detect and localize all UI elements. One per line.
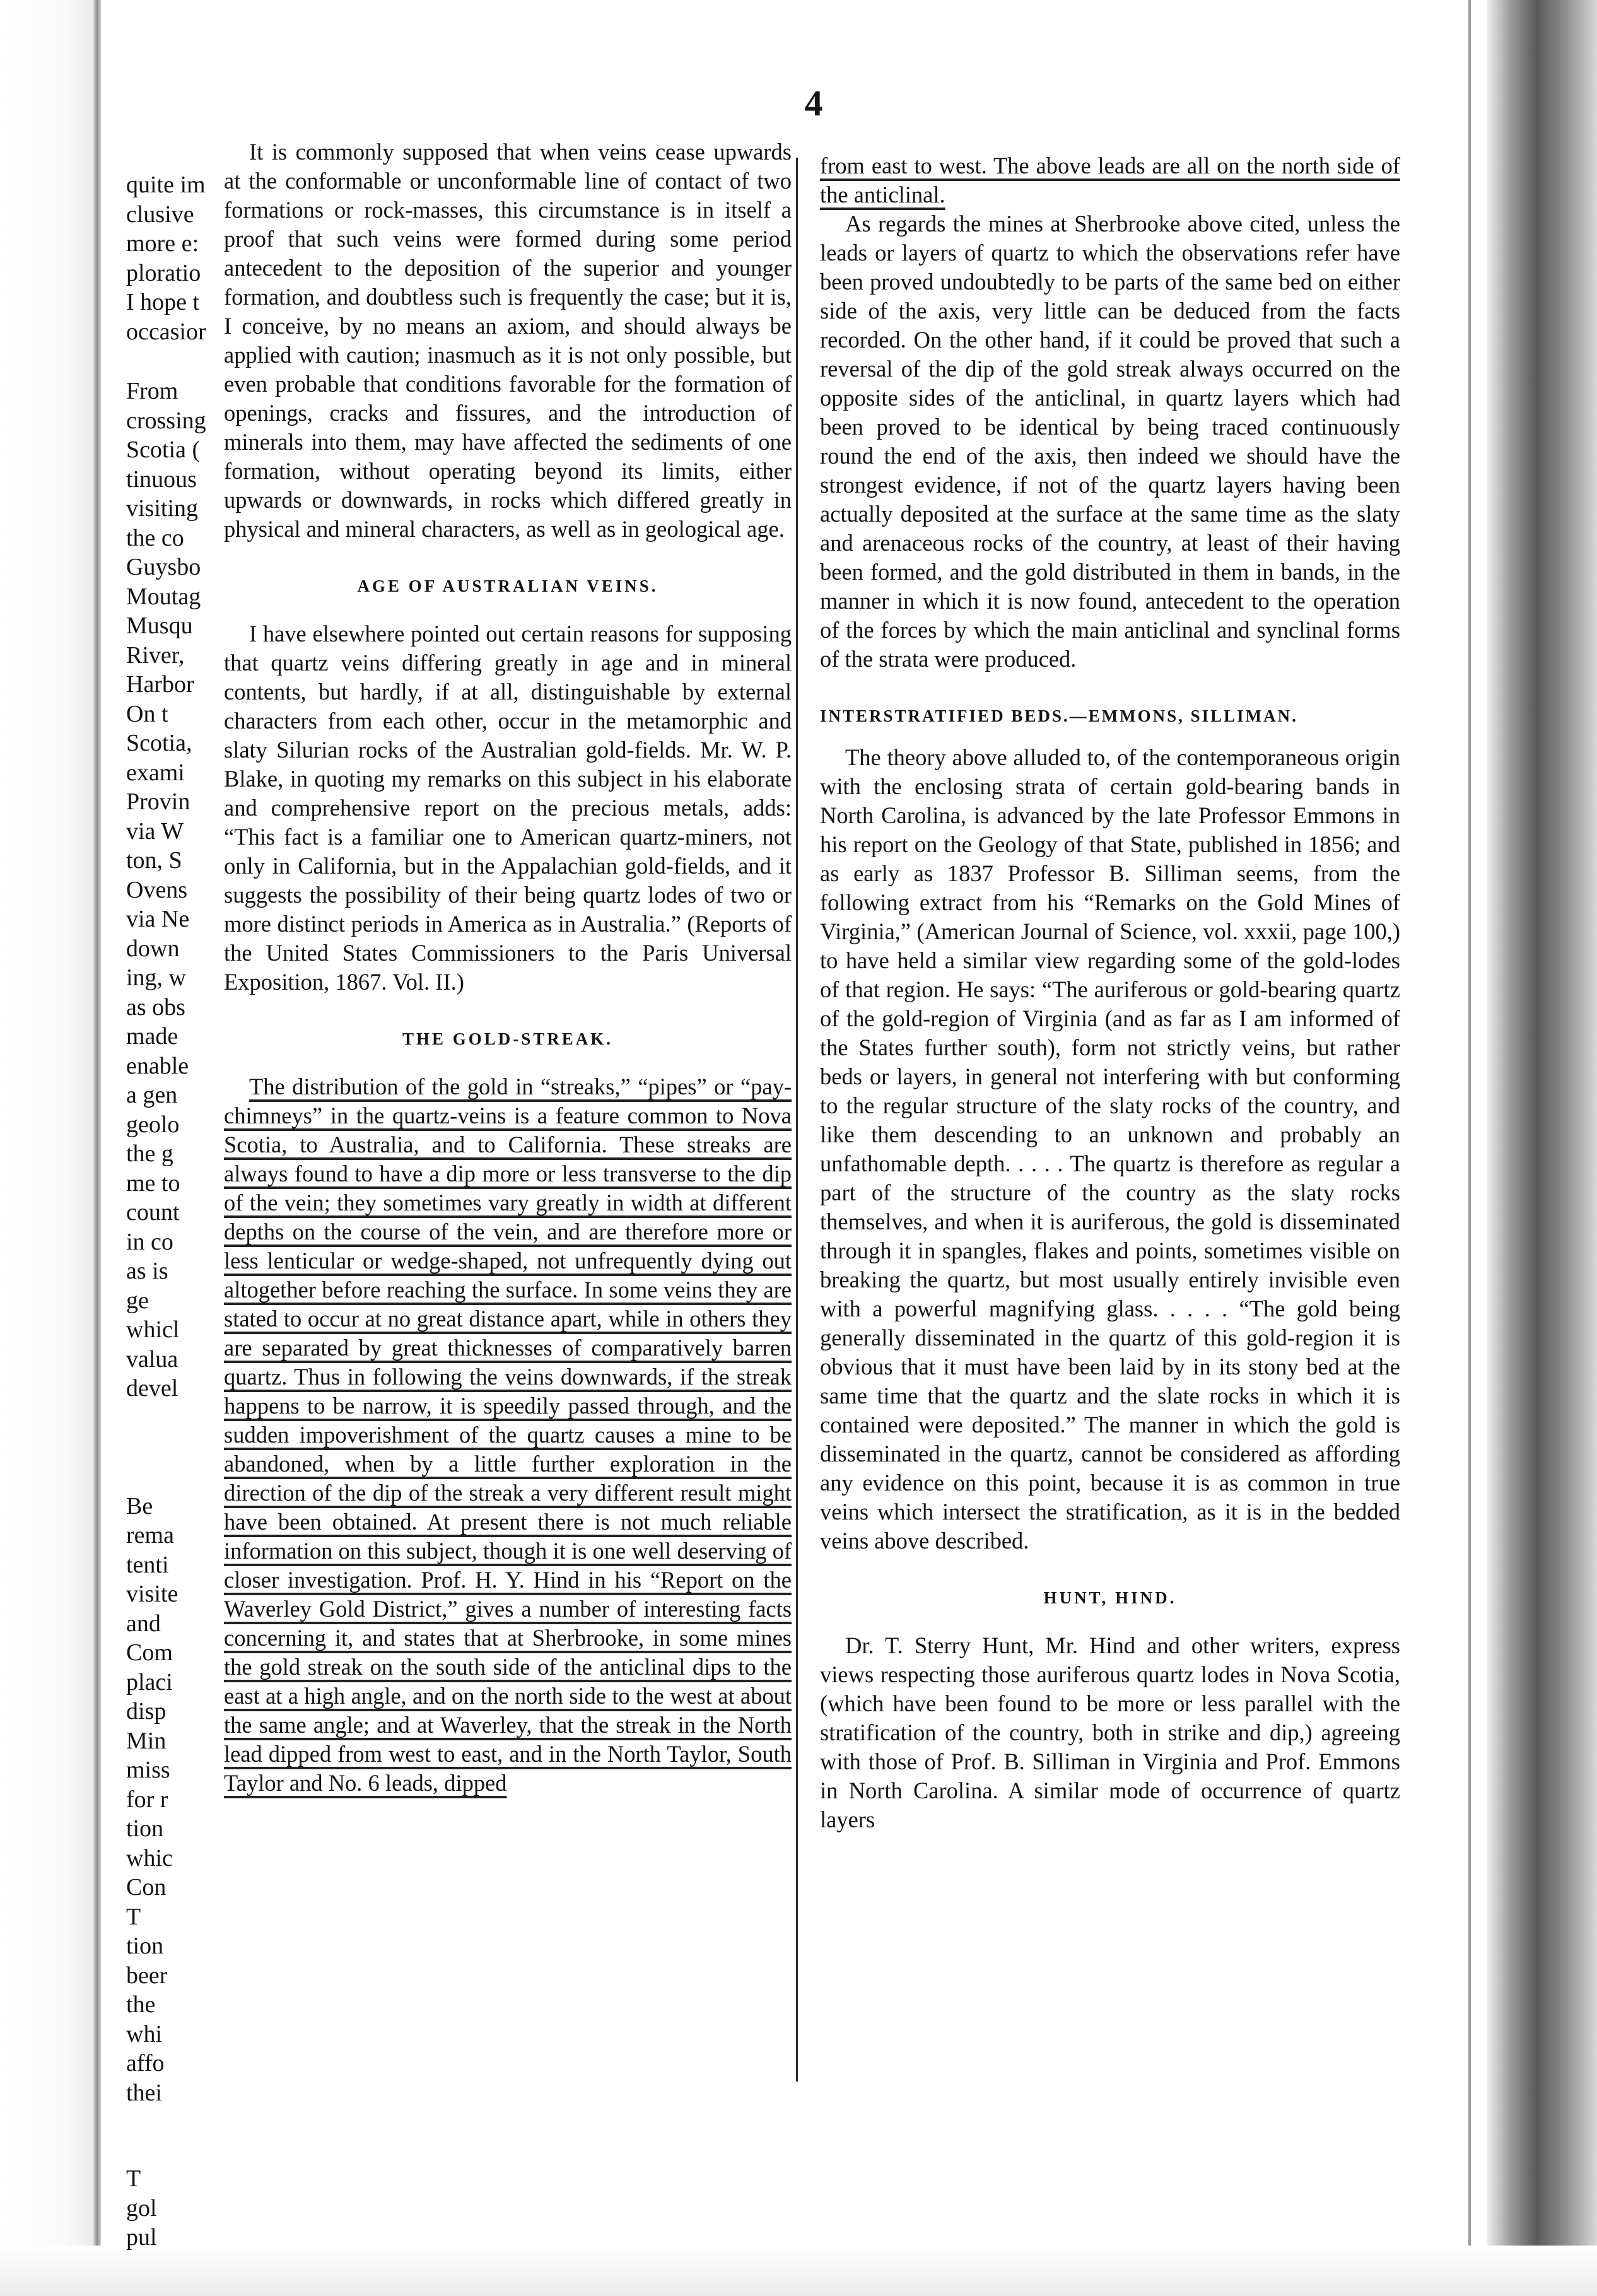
left-fragment: me to [126, 1169, 180, 1197]
page-fold [93, 0, 101, 2296]
left-fragment: thei [126, 2079, 162, 2106]
left-fragment: more e: [126, 230, 199, 257]
left-fragment: via Ne [126, 906, 190, 932]
left-fragment: tion [126, 1933, 164, 1959]
left-fragment: count [126, 1199, 180, 1226]
left-fragment: Musqu [126, 612, 193, 639]
left-fragment: tenti [126, 1551, 169, 1578]
left-fragment-gap [126, 346, 219, 377]
left-fragment: I hope t [126, 289, 200, 315]
column-rule [796, 158, 798, 2082]
middle-column [224, 138, 792, 1798]
left-fragment: devel [126, 1375, 178, 1402]
left-fragment: down [126, 935, 180, 962]
left-fragment: Provin [126, 788, 190, 815]
right-column [820, 151, 1400, 1834]
left-fragment: Con [126, 1874, 167, 1901]
left-fragment: Be [126, 1492, 153, 1520]
left-fragment: whic [126, 1844, 173, 1871]
left-cutoff-column [126, 170, 219, 2251]
left-fragment: Scotia ( [126, 436, 201, 463]
left-fragment: affo [126, 2050, 165, 2076]
paragraph-hunt-hind: Dr. T. Sterry Hunt, Mr. Hind and other writers, express views respecting those auriferous quartz lodes in Nova Scotia, (which have been found to be more or less parallel with the stratification of the country, both in strike and dip,) agreeing with those of Prof. B. Silliman in Virginia and Prof. Emmons in North Carolina. A similar mode of occurrence of quartz layers [820, 1632, 1400, 1832]
left-fragment: placi [126, 1668, 173, 1696]
left-fragment: a gen [126, 1082, 178, 1108]
left-fragment: for r [126, 1786, 168, 1813]
left-fragment: Ovens [126, 876, 188, 903]
left-fragment: via W [126, 817, 184, 845]
left-fragment: disp [126, 1698, 167, 1725]
paragraph-gold-streak: The distribution of the gold in “streaks,” “pipes” or “pay-chimneys” in the quartz-veins is a feature common to Nova Scotia, to Australia, and to California. These streaks are always found to have a dip more or less transverse to the dip of the vein; they sometimes vary greatly in width at different depths on the course of the vein, and are therefore more or less lenticular or wedge-shaped, not unfrequently dying out altogether before reaching the surface. In some veins they are stated to occur at no great distance apart, while in others they are separated by great thicknesses of comparatively barren quartz. Thus in following the veins downwards, if the streak happens to be narrow, it is speedily passed through, and the sudden impoverishment of the quartz causes a mine to be abandoned, when by a little further exploration in the direction of the dip of the streak a very different result might have been obtained. At present there is not much reliable information on this subject, though it is one well deserving of closer investigation. Prof. H. Y. Hind in his “Report on the Waverley Gold District,” gives a number of interesting facts concerning it, and states that at Sherbrooke, in some mines the gold streak on the south side of the anticlinal dips to the east at a high angle, and on the north side to the west at about the same angle; and at Waverley, that the streak in the North lead dipped from west to east, and in the North Taylor, South Taylor and No. 6 leads, dipped [224, 1074, 792, 1796]
left-fragment: and [126, 1610, 161, 1637]
left-fragment: ton, S [126, 847, 182, 874]
left-fragment: On t [126, 700, 168, 727]
left-fragment: beer [126, 1962, 168, 1989]
left-fragment: ing, w [126, 964, 186, 991]
heading-age-australian-veins: AGE OF AUSTRALIAN VEINS. [357, 577, 658, 595]
left-fragment: Min [126, 1727, 167, 1754]
left-fragment: geolo [126, 1111, 180, 1138]
left-fragment: miss [126, 1757, 170, 1783]
paragraph-australian-veins: I have elsewhere pointed out certain reasons for supposing that quartz veins differing greatly in age and in mineral contents, but hardly, if at all, distinguishable by external characters from each other, occur in the metamorphic and slaty Silurian rocks of the Australian gold-fields. Mr. W. P. Blake, in quoting my remarks on this subject in his elaborate and comprehensive report on the precious metals, adds: “This fact is a familiar one to American quartz-miners, not only in California, but in the Appalachian gold-fields, and it suggests the possibility of their being quartz lodes of two or more distinct periods in America as in Australia.” (Reports of the United States Commissioners to the Paris Universal Exposition, 1867. Vol. II.) [224, 621, 792, 995]
left-fragment: Moutag [126, 583, 201, 610]
left-fragment: the [126, 1991, 156, 2018]
left-fragment: Com [126, 1639, 173, 1666]
left-fragment: tion [126, 1815, 164, 1842]
left-fragment-gap [126, 2107, 219, 2164]
left-fragment: in co [126, 1228, 173, 1255]
heading-gold-streak: THE GOLD-STREAK. [402, 1029, 614, 1048]
page-number: 4 [804, 83, 823, 124]
left-fragment: crossing [126, 407, 206, 434]
left-page-margin [0, 0, 95, 2296]
right-page-edge [1487, 0, 1597, 2296]
paragraph-continued-leads: from east to west. The above leads are all on the north side of the anticlinal. [820, 153, 1400, 208]
left-fragment: tinuous [126, 466, 197, 493]
left-fragment: Harbor [126, 671, 194, 698]
left-fragment: whicl [126, 1316, 180, 1343]
heading-hunt-hind: HUNT, HIND. [1043, 1588, 1177, 1607]
left-fragment: rema [126, 1522, 174, 1549]
paragraph-sherbrooke: As regards the mines at Sherbrooke above cited, unless the leads or layers of quartz to which the observations refer have been proved undoubtedly to be parts of the same bed on either side of the axis, very little can be deduced from the facts recorded. On the other hand, if it could be proved that such a reversal of the dip of the gold streak always occurred on the opposite sides of the anticlinal, in quartz layers which had been proved to be identical by being traced continuously round the end of the axis, then indeed we should have the strongest evidence, if not of the quartz layers having been actually deposited at the surface at the same time as the slaty and arenaceous rocks of the country, at least of their having been formed, and the gold distributed in them in bands, in the manner in which it is now found, antecedent to the operation of the forces by which the main anticlinal and synclinal forms of the strata were produced. [820, 211, 1400, 672]
left-fragment: pul [126, 2224, 157, 2251]
left-fragment: Scotia, [126, 730, 192, 756]
left-fragment: Guysbo [126, 554, 201, 580]
left-fragment-gap [126, 1403, 219, 1492]
left-fragment: ge [126, 1287, 149, 1314]
left-fragment: the co [126, 524, 184, 551]
left-fragment: gol [126, 2194, 157, 2222]
paragraph-vein-age: It is commonly supposed that when veins cease upwards at the conformable or unconformable line of contact of two formations or rock-masses, this circumstance is in itself a proof that such veins were formed during some period antecedent to the deposition of the superior and younger formation, and doubtless such is frequently the case; but it is, I conceive, by no means an axiom, and should always be applied with caution; inasmuch as it is not only possible, but even probable that conditions favorable for the formation of openings, cracks and fissures, and the introduction of minerals into them, may have affected the sediments of one formation, without operating beyond its limits, either upwards or downwards, in rocks which differed greatly in physical and mineral characters, as well as in geological age. [224, 139, 792, 542]
left-fragment: as is [126, 1258, 168, 1284]
left-fragment: enable [126, 1052, 189, 1079]
left-fragment: the g [126, 1140, 173, 1167]
left-fragment: clusive [126, 201, 194, 228]
right-margin-line [1468, 0, 1471, 2296]
left-fragment: visiting [126, 495, 199, 522]
left-fragment: visite [126, 1581, 178, 1607]
left-fragment: occasior [126, 318, 206, 345]
bottom-page-edge [0, 2246, 1597, 2296]
left-fragment: exami [126, 759, 185, 786]
left-fragment: From [126, 378, 178, 404]
left-fragment: made [126, 1023, 178, 1050]
left-fragment: whi [126, 2020, 162, 2047]
heading-interstratified-beds: INTERSTRATIFIED BEDS.—EMMONS, SILLIMAN. [820, 706, 1298, 725]
left-fragment: valua [126, 1345, 178, 1373]
left-fragment: T [126, 1903, 141, 1930]
left-fragment: River, [126, 641, 185, 669]
left-fragment: quite im [126, 172, 206, 198]
paragraph-emmons-silliman: The theory above alluded to, of the contemporaneous origin with the enclosing strata of certain gold-bearing bands in North Carolina, is advanced by the late Professor Emmons in his report on the Geology of that State, published in 1856; and as early as 1837 Professor B. Silliman seems, from the following extract from his “Remarks on the Gold Mines of Virginia,” (American Journal of Science, vol. xxxii, page 100,) to have held a similar view regarding some of the gold-lodes of that region. He says: “The auriferous or gold-bearing quartz of the gold-region of Virginia (and as far as I am informed of the States further south), form not strictly veins, but rather beds or layers, in general not interfering with but conforming to the regular structure of the slaty rocks of the country, and like them descending to an unknown and probably an unfathomable depth. . . . . The quartz is therefore as regular a part of the structure of the country as the slaty rocks themselves, and when it is auriferous, the gold is disseminated through it in spangles, flakes and points, sometimes visible on breaking the quartz, but most usually entirely invisible even with a powerful magnifying glass. . . . . “The gold being generally disseminated in the quartz of this gold-region it is obvious that it must have been laid by in its stony bed at the same time that the quartz and the slate rocks in which it is contained were deposited.” The manner in which the gold is disseminated in the quartz, cannot be considered as affording any evidence on this point, because it is as common in true veins which intersect the stratification, as it is in the bedded veins above described. [820, 744, 1400, 1554]
left-fragment: as obs [126, 993, 185, 1021]
left-fragment: ploratio [126, 259, 201, 286]
left-fragment: T [126, 2165, 141, 2192]
